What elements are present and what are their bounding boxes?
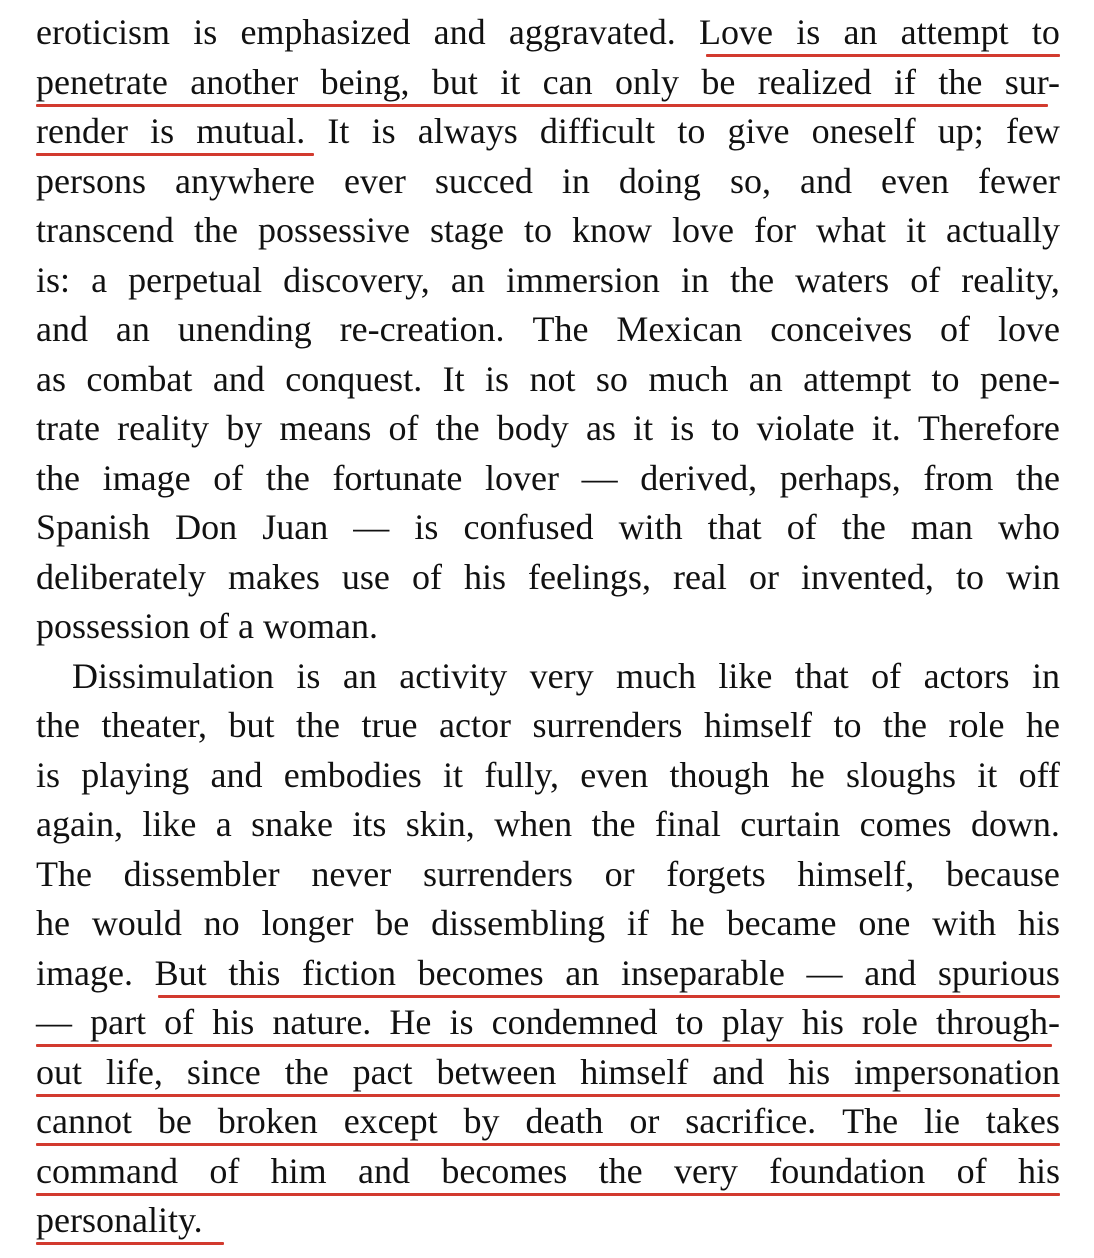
word: fiction: [302, 952, 396, 993]
word: up;: [937, 111, 984, 151]
word: not: [529, 358, 576, 399]
word: derived,: [640, 457, 758, 498]
word: to: [833, 705, 862, 745]
word: a: [91, 259, 108, 300]
word: waters: [795, 259, 890, 300]
word: he: [1025, 705, 1060, 745]
word: final: [654, 804, 721, 844]
word: Don: [175, 507, 238, 547]
word: when: [494, 804, 573, 844]
word: his: [463, 556, 506, 597]
word: the: [435, 408, 480, 448]
word: —: [36, 1002, 72, 1042]
word: as: [585, 408, 616, 448]
word: immersion: [505, 259, 660, 300]
word: playing: [81, 754, 190, 795]
word: or: [629, 1101, 660, 1141]
word: attempt: [803, 358, 912, 399]
word: persons: [36, 160, 146, 201]
word: in: [681, 259, 710, 300]
word: to: [931, 358, 960, 399]
word: transcend: [36, 210, 174, 250]
word: succed: [434, 160, 533, 201]
word: him: [270, 1150, 327, 1191]
word: The: [532, 309, 589, 349]
word: surrenders: [532, 705, 683, 745]
word: lie: [924, 1101, 960, 1141]
word: dissembling: [431, 903, 606, 943]
word: is: [449, 1002, 474, 1042]
word: with: [932, 903, 997, 943]
word: and: [212, 358, 265, 399]
word: dissembler: [123, 853, 280, 894]
word: to: [955, 556, 984, 597]
word: to: [711, 408, 740, 448]
word: surrenders: [422, 853, 573, 894]
word: to: [523, 210, 552, 250]
word: The: [36, 853, 92, 894]
word: sur-: [1004, 61, 1060, 102]
word: it: [633, 408, 654, 448]
text-line: [36, 305, 1060, 355]
word: eroticism: [36, 12, 170, 52]
word: by: [226, 408, 263, 448]
word: of: [956, 1150, 987, 1191]
word: of: [411, 556, 442, 597]
word: man: [910, 507, 973, 547]
word: makes: [227, 556, 320, 597]
word: love: [997, 309, 1060, 349]
text-line: [36, 800, 1060, 850]
word: stage: [429, 210, 504, 250]
word: the: [284, 1051, 329, 1092]
word: the: [296, 705, 341, 745]
word: emphasized: [240, 12, 411, 52]
text-line: [36, 8, 1060, 58]
word: Love: [698, 12, 773, 52]
word: and: [864, 952, 917, 993]
word: the: [1016, 457, 1060, 498]
word: impersonation: [854, 1051, 1060, 1092]
word: and: [799, 160, 852, 201]
word: an: [843, 12, 878, 52]
word: himself: [580, 1051, 689, 1092]
word: in: [561, 160, 590, 201]
word: spurious: [937, 952, 1060, 993]
word: of: [164, 1002, 195, 1042]
word: of: [213, 457, 244, 498]
text-line: [36, 899, 1060, 949]
word: discovery,: [283, 259, 430, 300]
word: nature.: [272, 1002, 372, 1042]
word: of: [388, 408, 419, 448]
word: Dissimulation: [72, 655, 275, 696]
word: but: [431, 61, 478, 102]
word: of: [871, 655, 902, 696]
word: so,: [729, 160, 771, 201]
word: combat: [86, 358, 193, 399]
word: comes: [859, 804, 952, 844]
word: his: [801, 1002, 844, 1042]
word: only: [615, 61, 680, 102]
word: part: [90, 1002, 147, 1042]
word: fortunate: [332, 457, 463, 498]
word: use: [341, 556, 390, 597]
word: life,: [105, 1051, 163, 1092]
word: It: [327, 111, 350, 151]
word: never: [311, 853, 392, 894]
word: Juan: [262, 507, 329, 547]
word: is: [670, 408, 695, 448]
text-line: [36, 454, 1060, 504]
word: an: [565, 952, 600, 993]
word: the: [591, 804, 636, 844]
word: role: [861, 1002, 918, 1042]
word: perpetual: [128, 259, 263, 300]
word: he: [790, 754, 825, 795]
word: it: [443, 754, 464, 795]
word: inseparable: [620, 952, 785, 993]
word: He: [389, 1002, 432, 1042]
word: real: [672, 556, 727, 597]
word: invented,: [800, 556, 934, 597]
word: realized: [757, 61, 872, 102]
word: the: [36, 457, 80, 498]
word: is: [150, 111, 175, 151]
word: actor: [439, 705, 511, 745]
word: doing: [618, 160, 701, 201]
word: image.: [36, 952, 133, 993]
word: anywhere: [175, 160, 315, 201]
word: himself: [703, 705, 812, 745]
word: the: [193, 210, 238, 250]
text-line: [36, 1196, 1060, 1246]
word: even: [880, 160, 949, 201]
word: an: [748, 358, 783, 399]
word: much: [648, 358, 729, 399]
word: and: [712, 1051, 765, 1092]
word: though: [669, 754, 770, 795]
word: conceives: [770, 309, 913, 349]
word: his: [1017, 1150, 1060, 1191]
word: no: [203, 903, 240, 943]
text-line: [36, 701, 1060, 751]
word: of: [786, 507, 817, 547]
word: himself,: [797, 853, 915, 894]
word: forgets: [666, 853, 766, 894]
word: can: [542, 61, 593, 102]
word: reality: [117, 408, 210, 448]
word: the: [841, 507, 886, 547]
text-line: [36, 355, 1060, 405]
word: since: [186, 1051, 261, 1092]
word: possessive: [257, 210, 410, 250]
word: he: [36, 903, 70, 943]
word: woman.: [263, 606, 378, 646]
word: an: [342, 655, 377, 696]
highlight-underline: [36, 104, 1048, 107]
word: be: [375, 903, 410, 943]
word: It: [442, 358, 465, 399]
text-line: [36, 1147, 1060, 1197]
word: of: [209, 1150, 240, 1191]
word: possession: [36, 606, 191, 646]
word: —: [806, 952, 843, 993]
highlight-underline: [36, 1044, 1052, 1047]
word: a: [215, 804, 232, 844]
word: it: [500, 61, 521, 102]
word: role: [948, 705, 1005, 745]
word: the: [265, 457, 310, 498]
word: feelings,: [527, 556, 651, 597]
word: off: [1018, 754, 1060, 795]
word: and: [433, 12, 486, 52]
word: trate: [36, 408, 100, 448]
text-line: [36, 602, 1060, 652]
word: fewer: [977, 160, 1060, 201]
word: of: [910, 259, 941, 300]
text-line: [36, 503, 1060, 553]
highlight-underline: [36, 1193, 1060, 1196]
word: again,: [36, 804, 123, 844]
word: oneself: [811, 111, 916, 151]
word: of: [199, 606, 230, 646]
word: command: [36, 1150, 178, 1191]
word: takes: [985, 1101, 1060, 1141]
word: one: [858, 903, 911, 943]
word: conquest.: [285, 358, 423, 399]
word: render: [36, 111, 128, 151]
word: out: [36, 1051, 83, 1092]
word: aggravated.: [508, 12, 676, 52]
word: is: [36, 754, 61, 795]
word: this: [228, 952, 281, 993]
word: becomes: [441, 1150, 568, 1191]
word: became: [726, 903, 837, 943]
word: except: [343, 1101, 438, 1141]
word: —: [581, 457, 618, 498]
word: actually: [946, 210, 1060, 250]
word: is: [371, 111, 396, 151]
word: what: [816, 210, 886, 250]
text-line: [72, 652, 1060, 702]
word: is: [193, 12, 218, 52]
word: love: [672, 210, 734, 250]
word: down.: [970, 804, 1060, 844]
word: of: [940, 309, 971, 349]
word: skin,: [405, 804, 475, 844]
word: be: [157, 1101, 192, 1141]
word: even: [580, 754, 649, 795]
word: always: [417, 111, 518, 151]
highlight-underline: [36, 153, 314, 156]
highlight-underline: [706, 54, 1060, 57]
word: lover: [485, 457, 559, 498]
text-line: [36, 256, 1060, 306]
word: sacrifice.: [685, 1101, 817, 1141]
word: snake: [251, 804, 334, 844]
word: attempt: [900, 12, 1009, 52]
word: few: [1005, 111, 1060, 151]
word: very: [529, 655, 594, 696]
text-line: [36, 1048, 1060, 1098]
word: and: [36, 309, 88, 349]
word: Therefore: [917, 408, 1060, 448]
word: he: [670, 903, 705, 943]
word: body: [496, 408, 569, 448]
word: is:: [36, 259, 71, 300]
word: its: [352, 804, 387, 844]
text-line: [36, 206, 1060, 256]
word: play: [721, 1002, 784, 1042]
word: ever: [343, 160, 406, 201]
word: But: [154, 952, 207, 993]
word: who: [998, 507, 1060, 547]
text-line: [36, 404, 1060, 454]
highlight-underline: [36, 1242, 224, 1245]
word: between: [436, 1051, 557, 1092]
word: sloughs: [846, 754, 957, 795]
word: violate: [756, 408, 855, 448]
word: the: [36, 705, 80, 745]
word: the: [598, 1150, 643, 1191]
word: from: [923, 457, 994, 498]
word: win: [1005, 556, 1060, 597]
word: Mexican: [616, 309, 743, 349]
word: so: [595, 358, 628, 399]
word: pene-: [979, 358, 1060, 399]
word: fully,: [484, 754, 559, 795]
word: personality.: [36, 1200, 203, 1240]
word: as: [36, 358, 66, 399]
word: pact: [352, 1051, 413, 1092]
word: death: [525, 1101, 604, 1141]
text-line: [36, 949, 1060, 999]
word: becomes: [417, 952, 544, 993]
word: image: [102, 457, 191, 498]
word: actors: [923, 655, 1010, 696]
word: by: [463, 1101, 500, 1141]
word: the: [938, 61, 983, 102]
word: and: [210, 754, 263, 795]
word: it: [906, 210, 927, 250]
highlight-underline: [158, 995, 1060, 998]
word: another: [190, 61, 299, 102]
word: theater,: [101, 705, 207, 745]
word: if: [626, 903, 649, 943]
text-line: [36, 157, 1060, 207]
word: deliberately: [36, 556, 206, 597]
word: confused: [463, 507, 594, 547]
text-line: [36, 107, 1060, 157]
word: if: [893, 61, 916, 102]
highlight-underline: [36, 1094, 1060, 1097]
word: to: [677, 111, 706, 151]
word: true: [361, 705, 418, 745]
word: an: [115, 309, 150, 349]
word: it: [977, 754, 998, 795]
word: difficult: [539, 111, 656, 151]
word: broken: [217, 1101, 318, 1141]
text-line: [36, 751, 1060, 801]
word: in: [1031, 655, 1060, 696]
word: longer: [261, 903, 354, 943]
word: like: [142, 804, 197, 844]
word: a: [238, 606, 255, 646]
word: his: [788, 1051, 831, 1092]
word: cannot: [36, 1101, 132, 1141]
word: very: [673, 1150, 738, 1191]
word: be: [701, 61, 736, 102]
word: or: [748, 556, 779, 597]
word: Spanish: [36, 507, 151, 547]
word: penetrate: [36, 61, 168, 102]
word: is: [414, 507, 439, 547]
word: being,: [320, 61, 410, 102]
word: to: [1031, 12, 1060, 52]
word: his: [212, 1002, 255, 1042]
word: is: [796, 12, 821, 52]
word: the: [883, 705, 927, 745]
word: would: [91, 903, 182, 943]
word: condemned: [491, 1002, 658, 1042]
text-line: [36, 850, 1060, 900]
word: much: [615, 655, 696, 696]
word: know: [571, 210, 652, 250]
word: that: [794, 655, 849, 696]
word: to: [675, 1002, 704, 1042]
word: with: [618, 507, 683, 547]
word: an: [450, 259, 485, 300]
word: his: [1017, 903, 1060, 943]
word: perhaps,: [779, 457, 901, 498]
word: the: [730, 259, 775, 300]
word: because: [945, 853, 1060, 894]
highlight-underline: [36, 1143, 1060, 1146]
word: activity: [399, 655, 508, 696]
word: is: [485, 358, 510, 399]
word: for: [754, 210, 796, 250]
word: is: [296, 655, 321, 696]
word: give: [727, 111, 790, 151]
word: or: [604, 853, 635, 894]
word: it.: [871, 408, 901, 448]
text-line: [36, 1097, 1060, 1147]
text-line: [36, 58, 1060, 108]
word: and: [358, 1150, 410, 1191]
word: unending: [177, 309, 312, 349]
text-line: [36, 553, 1060, 603]
word: through-: [935, 1002, 1060, 1042]
word: curtain: [740, 804, 841, 844]
word: The: [842, 1101, 899, 1141]
word: but: [228, 705, 275, 745]
word: re-creation.: [339, 309, 505, 349]
word: —: [353, 507, 390, 547]
text-line: [36, 998, 1060, 1048]
word: reality,: [961, 259, 1060, 300]
word: mutual.: [196, 111, 306, 151]
word: means: [279, 408, 372, 448]
word: foundation: [769, 1150, 926, 1191]
word: like: [718, 655, 773, 696]
word: embodies: [283, 754, 422, 795]
word: that: [707, 507, 762, 547]
